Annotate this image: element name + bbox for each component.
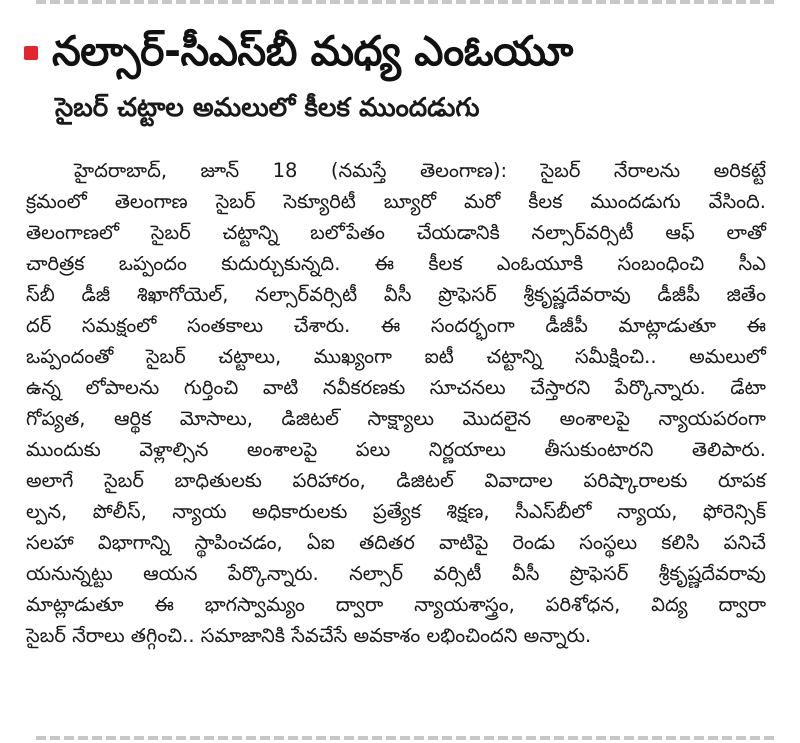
body-line: క్రమంలో తెలంగాణ సైబర్ సెక్యూరిటీ బ్యూరో మరో కీలక ముందడుగు వేసింది. bbox=[26, 190, 766, 213]
body-line: ల్పన, పోలీస్, న్యాయ అధికారులకు ప్రత్యేక శిక్షణ, సీఎస్‌బీలో న్యాయ, ఫోరెన్సిక్ bbox=[26, 500, 766, 523]
body-line: స్‌బీ డీజీ శిఖాగోయెల్, నల్సార్‌వర్సిటీ వీసీ ప్రొఫెసర్ శ్రీకృష్ణదేవరావు డీజీపీ జితేం bbox=[26, 283, 766, 306]
body-line: అలాగే సైబర్ బాధితులకు పరిహారం, డిజిటల్ వివాదాల పరిష్కారాలకు రూపక bbox=[26, 469, 766, 492]
bottom-dotted-rule bbox=[36, 736, 778, 740]
article-body bbox=[26, 155, 766, 651]
article-subheadline: సైబర్ చట్టాల అమలులో కీలక ముందడుగు bbox=[55, 93, 480, 123]
body-line: ఉన్న లోపాలను గుర్తించి వాటి నవీకరణకు సూచనలు చేస్తారని పేర్కొన్నారు. డేటా bbox=[26, 376, 766, 399]
body-line: యనున్నట్టు ఆయన పేర్కొన్నారు. నల్సార్ వర్సిటీ వీసీ ప్రొఫెసర్ శ్రీకృష్ణదేవరావు bbox=[26, 562, 766, 585]
body-line: సలహా విభాగాన్ని స్థాపించడం, ఏఐ తదితర వాటిపై రెండు సంస్థలు కలిసి పనిచే bbox=[26, 531, 766, 554]
article-headline: నల్సార్-సీఎస్‌బీ మధ్య ఎంఓయూ bbox=[52, 27, 573, 75]
body-line: తెలంగాణలో సైబర్ చట్టాన్ని బలోపేతం చేయడానికి నల్సార్‌వర్సిటీ ఆఫ్ లాతో bbox=[26, 221, 766, 244]
top-dotted-rule bbox=[36, 0, 778, 4]
body-line: మాట్లాడుతూ ఈ భాగస్వామ్యం ద్వారా న్యాయశాస్త్రం, పరిశోధన, విద్య ద్వారా bbox=[26, 593, 766, 616]
body-line: దర్ సమక్షంలో సంతకాలు చేశారు. ఈ సందర్భంగా డీజీపీ మాట్లాడుతూ ఈ bbox=[26, 314, 766, 337]
body-line: ముందుకు వెళ్లాల్సిన అంశాలపై పలు నిర్ణయాలు తీసుకుంటారని తెలిపారు. bbox=[26, 438, 766, 461]
body-line: గోప్యత, ఆర్థిక మోసాలు, డిజిటల్ సాక్ష్యాలు మొదలైన అంశాలపై న్యాయపరంగా bbox=[26, 407, 766, 430]
body-line: హైదరాబాద్, జూన్ 18 (నమస్తే తెలంగాణ): సైబర్ నేరాలను అరికట్టే bbox=[74, 159, 766, 182]
headline-bullet-icon bbox=[24, 46, 38, 60]
body-line: సైబర్ నేరాలు తగ్గించి.. సమాజానికి సేవచేసే అవకాశం లభించిందని అన్నారు. bbox=[26, 624, 592, 647]
body-line: ఒప్పందంతో సైబర్ చట్టాలు, ముఖ్యంగా ఐటీ చట్టాన్ని సమీక్షించి.. అమలులో bbox=[26, 345, 766, 368]
body-line: చారిత్రక ఒప్పందం కుదుర్చుకున్నది. ఈ కీలక ఎంఓయూకి సంబంధించి సీఎ bbox=[26, 252, 766, 275]
